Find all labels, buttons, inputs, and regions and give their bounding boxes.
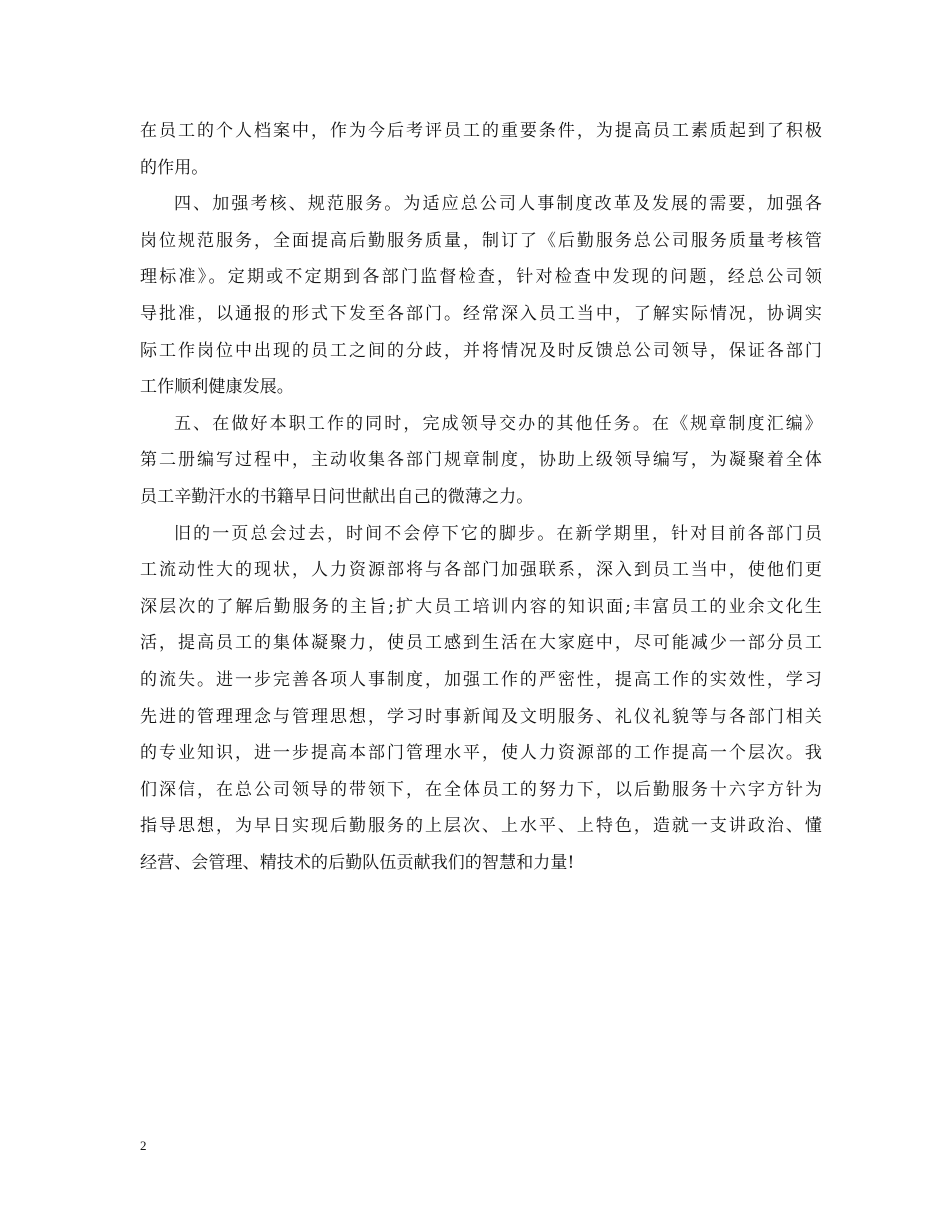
- text-line: 指导思想，为早日实现后勤服务的上层次、上水平、上特色，造就一支讲政治、懂: [140, 816, 822, 837]
- text-line: 工作顺利健康发展。: [140, 377, 294, 398]
- document-body: [140, 113, 822, 881]
- text-line: 四、加强考核、规范服务。为适应总公司人事制度改革及发展的需要，加强各: [174, 194, 822, 215]
- text-line: 们深信，在总公司领导的带领下，在全体员工的努力下，以后勤服务十六字方针为: [140, 779, 822, 800]
- text-line: 导批准，以通报的形式下发至各部门。经常深入员工当中，了解实际情况，协调实: [140, 303, 822, 324]
- text-line: 在员工的个人档案中，作为今后考评员工的重要条件，为提高员工素质起到了积极: [140, 121, 822, 141]
- text-line: 的流失。进一步完善各项人事制度，加强工作的严密性，提高工作的实效性，学习: [140, 669, 822, 690]
- page-number: 2: [140, 1138, 147, 1153]
- text-line: 第二册编写过程中，主动收集各部门规章制度，协助上级领导编写，为凝聚着全体: [140, 450, 822, 471]
- text-line: 五、在做好本职工作的同时，完成领导交办的其他任务。在《规章制度汇编》: [174, 413, 822, 434]
- text-line: 旧的一页总会过去，时间不会停下它的脚步。在新学期里，针对目前各部门员: [174, 523, 822, 544]
- text-line: 岗位规范服务，全面提高后勤服务质量，制订了《后勤服务总公司服务质量考核管: [140, 230, 822, 251]
- text-line: 工流动性大的现状，人力资源部将与各部门加强联系，深入到员工当中，使他们更: [140, 560, 822, 581]
- text-line: 理标准》。定期或不定期到各部门监督检查，针对检查中发现的问题，经总公司领: [140, 267, 822, 288]
- text-line: 经营、会管理、精技术的后勤队伍贡献我们的智慧和力量!: [140, 852, 575, 873]
- text-line: 际工作岗位中出现的员工之间的分歧，并将情况及时反馈总公司领导，保证各部门: [140, 340, 822, 361]
- text-line: 深层次的了解后勤服务的主旨;扩大员工培训内容的知识面;丰富员工的业余文化生: [140, 596, 822, 617]
- text-line: 员工辛勤汗水的书籍早日问世献出自己的微薄之力。: [140, 486, 534, 507]
- text-line: 先进的管理理念与管理思想，学习时事新闻及文明服务、礼仪礼貌等与各部门相关: [140, 706, 822, 727]
- text-line: 的专业知识，进一步提高本部门管理水平，使人力资源部的工作提高一个层次。我: [140, 743, 822, 764]
- text-line: 的作用。: [140, 157, 209, 178]
- text-line: 活，提高员工的集体凝聚力，使员工感到生活在大家庭中，尽可能减少一部分员工: [140, 633, 822, 654]
